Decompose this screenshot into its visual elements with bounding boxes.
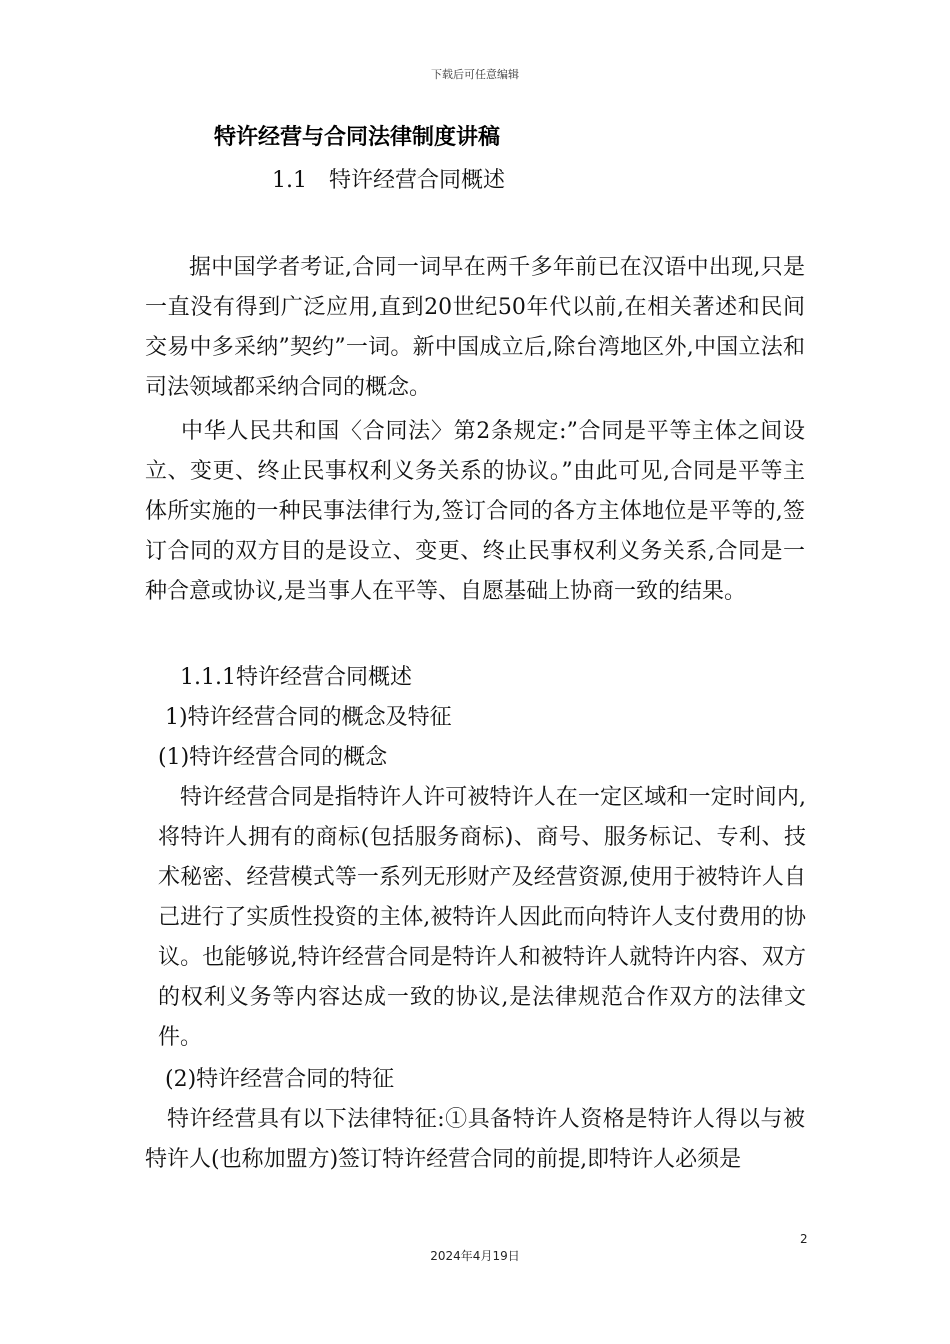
list-subheading: (1)特许经营合同的概念 — [158, 745, 388, 770]
subsection-heading: 1.1.1特许经营合同概述 — [180, 665, 412, 690]
page-number: 2 — [800, 1232, 808, 1246]
paragraph: 特许经营具有以下法律特征:①具备特许人资格是特许人得以与被特许人(也称加盟方)签订特许经营合同的前提,即特许人必须是 — [145, 1107, 805, 1172]
section-title: 1.1 特许经营合同概述 — [272, 168, 505, 193]
document-title: 特许经营与合同法律制度讲稿 — [214, 125, 501, 150]
list-heading: 1)特许经营合同的概念及特征 — [165, 705, 452, 730]
footer-date: 2024年4月19日 — [430, 1249, 520, 1263]
list-subheading: (2)特许经营合同的特征 — [165, 1067, 395, 1092]
header-note: 下载后可任意编辑 — [431, 68, 519, 81]
paragraph: 中华人民共和国〈合同法〉第2条规定:”合同是平等主体之间设立、变更、终止民事权利义务关系的协议。”由此可见,合同是平等主体所实施的一种民事法律行为,签订合同的各方主体地位是平等的,签订合同的双方目的是设立、变更、终止民事权利义务关系,合同是一种合意或协议,是当事人在平等、自愿基础上协商一致的结果。 — [145, 419, 805, 604]
paragraph: 据中国学者考证,合同一词早在两千多年前已在汉语中出现,只是一直没有得到广泛应用,直到20世纪50年代以前,在相关著述和民间交易中多采纳”契约”一词。新中国成立后,除台湾地区外,中国立法和司法领域都采纳合同的概念。 — [145, 255, 805, 400]
paragraph: 特许经营合同是指特许人许可被特许人在一定区域和一定时间内,将特许人拥有的商标(包括服务商标)、商号、服务标记、专利、技术秘密、经营模式等一系列无形财产及经营资源,使用于被特许人自己进行了实质性投资的主体,被特许人因此而向特许人支付费用的协议。也能够说,特许经营合同是特许人和被特许人就特许内容、双方的权利义务等内容达成一致的协议,是法律规范合作双方的法律文件。 — [158, 785, 806, 1050]
